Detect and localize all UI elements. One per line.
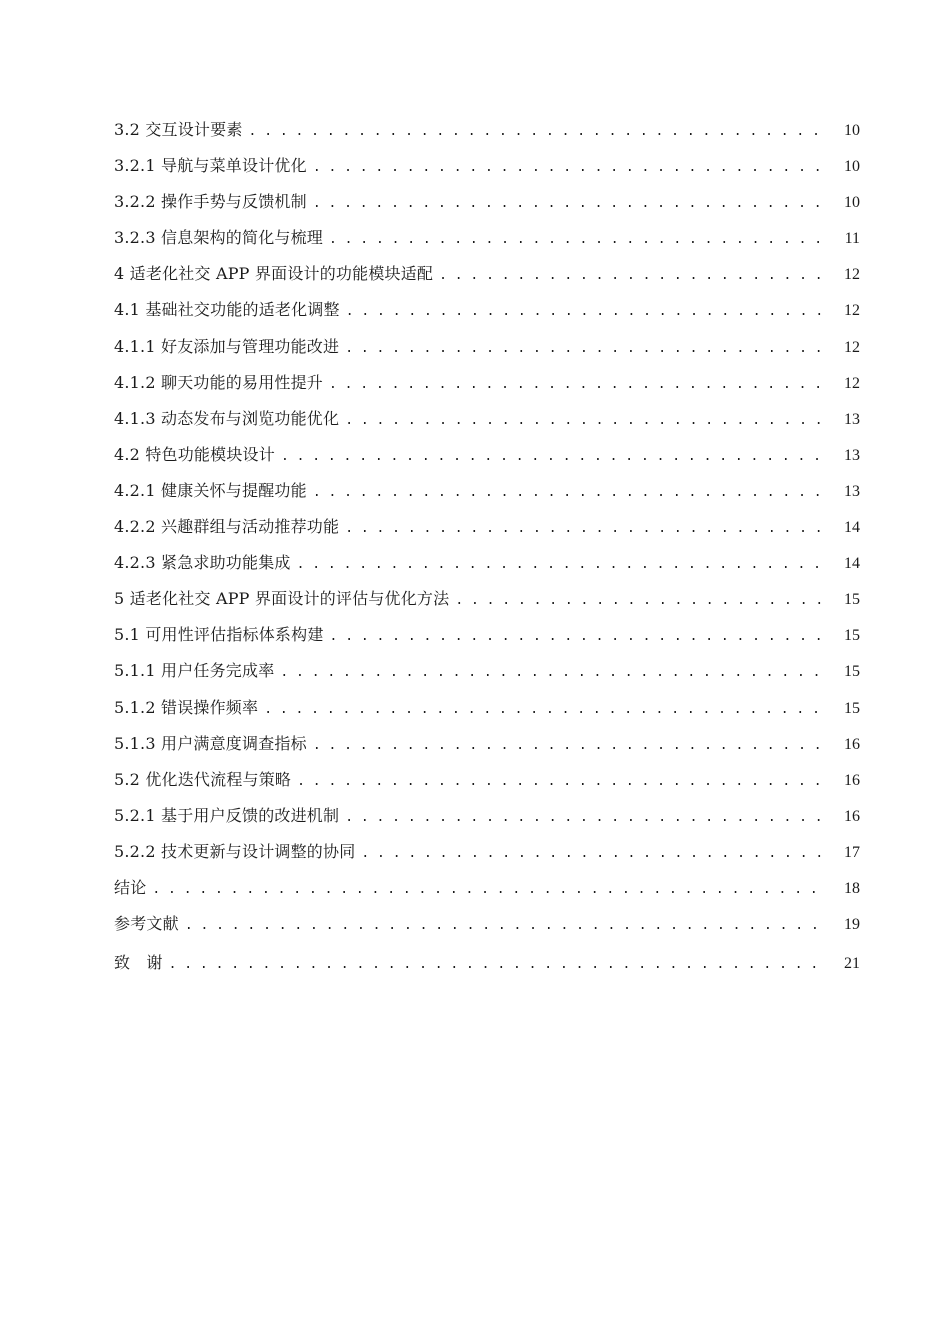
toc-entry[interactable] xyxy=(114,906,860,942)
toc-page-number: 10 xyxy=(844,122,860,139)
toc-entry-title: 5.1 可用性评估指标体系构建 xyxy=(114,625,324,645)
toc-dot-leader xyxy=(346,294,826,330)
toc-entry-title: 4.2 特色功能模块设计 xyxy=(114,444,275,464)
toc-page-number: 11 xyxy=(844,230,860,248)
toc-entry[interactable] xyxy=(114,581,860,617)
toc-entry[interactable] xyxy=(114,148,860,184)
toc-dot-leader xyxy=(297,764,826,800)
toc-dot-leader xyxy=(313,475,826,511)
toc-dot-leader xyxy=(185,908,826,944)
toc-entry[interactable] xyxy=(114,617,860,653)
toc-page-number: 14 xyxy=(844,555,860,573)
toc-entry[interactable] xyxy=(114,329,860,365)
toc-dot-leader xyxy=(329,367,826,403)
toc-page-number: 12 xyxy=(844,374,860,392)
table-of-contents xyxy=(114,112,860,984)
toc-page-number: 13 xyxy=(844,482,860,500)
toc-entry-title: 4 适老化社交 APP 界面设计的功能模块适配 xyxy=(114,264,434,284)
toc-page-number: 12 xyxy=(844,302,860,320)
toc-entry-title: 5.1.2 错误操作频率 xyxy=(114,697,259,717)
toc-dot-leader xyxy=(297,547,826,583)
toc-page-number: 13 xyxy=(844,446,860,464)
toc-page-number: 12 xyxy=(844,338,860,356)
toc-entry[interactable] xyxy=(114,653,860,689)
toc-page-number: 10 xyxy=(844,194,860,212)
toc-page-number: 15 xyxy=(844,699,860,717)
toc-dot-leader xyxy=(330,619,826,655)
toc-entry[interactable] xyxy=(114,834,860,870)
toc-entry-title: 5.2.2 技术更新与设计调整的协同 xyxy=(114,841,356,861)
toc-dot-leader xyxy=(439,258,826,294)
toc-entry-title: 5.2 优化迭代流程与策略 xyxy=(114,769,292,789)
toc-entry[interactable] xyxy=(114,112,860,148)
toc-entry-title: 参考文献 xyxy=(114,914,179,934)
toc-dot-leader xyxy=(345,511,826,547)
toc-dot-leader xyxy=(281,439,826,475)
toc-entry[interactable] xyxy=(114,690,860,726)
toc-entry-title: 致 谢 xyxy=(114,953,163,973)
toc-entry-title: 4.1.2 聊天功能的易用性提升 xyxy=(114,372,323,392)
toc-page-number: 16 xyxy=(844,807,860,825)
toc-entry-title: 4.2.3 紧急求助功能集成 xyxy=(114,553,291,573)
toc-entry[interactable] xyxy=(114,762,860,798)
toc-entry[interactable] xyxy=(114,798,860,834)
toc-entry[interactable] xyxy=(114,292,860,328)
toc-dot-leader xyxy=(313,728,826,764)
toc-dot-leader xyxy=(313,186,826,222)
toc-entry-title: 5.2.1 基于用户反馈的改进机制 xyxy=(114,805,340,825)
toc-page-number: 15 xyxy=(844,627,860,645)
toc-dot-leader xyxy=(280,655,826,691)
toc-entry[interactable] xyxy=(114,870,860,906)
toc-entry[interactable] xyxy=(114,184,860,220)
toc-page-number: 21 xyxy=(844,955,860,973)
toc-entry-title: 5 适老化社交 APP 界面设计的评估与优化方法 xyxy=(114,589,450,609)
toc-dot-leader xyxy=(345,403,826,439)
toc-entry[interactable] xyxy=(114,437,860,473)
toc-entry[interactable] xyxy=(114,365,860,401)
toc-dot-leader xyxy=(249,114,826,150)
toc-dot-leader xyxy=(329,222,826,258)
toc-entry-title: 5.1.3 用户满意度调查指标 xyxy=(114,733,307,753)
toc-dot-leader xyxy=(264,692,826,728)
toc-entry[interactable] xyxy=(114,726,860,762)
toc-dot-leader xyxy=(313,150,826,186)
toc-page-number: 14 xyxy=(844,519,860,537)
toc-page-number: 12 xyxy=(844,266,860,284)
toc-dot-leader xyxy=(152,872,826,908)
toc-entry[interactable] xyxy=(114,942,860,984)
toc-entry-title: 3.2.1 导航与菜单设计优化 xyxy=(114,156,307,176)
toc-entry-title: 4.2.1 健康关怀与提醒功能 xyxy=(114,480,307,500)
toc-dot-leader xyxy=(345,331,826,367)
toc-entry-title: 3.2.2 操作手势与反馈机制 xyxy=(114,192,307,212)
toc-page-number: 19 xyxy=(844,916,860,934)
toc-dot-leader xyxy=(345,800,826,836)
toc-entry-title: 4.1 基础社交功能的适老化调整 xyxy=(114,300,340,320)
toc-page-number: 10 xyxy=(844,158,860,176)
toc-page-number: 15 xyxy=(844,663,860,681)
toc-dot-leader xyxy=(361,836,826,872)
toc-entry[interactable] xyxy=(114,401,860,437)
toc-entry-title: 3.2 交互设计要素 xyxy=(114,120,243,139)
toc-dot-leader xyxy=(169,944,826,986)
toc-entry[interactable] xyxy=(114,473,860,509)
toc-dot-leader xyxy=(455,583,826,619)
toc-entry[interactable] xyxy=(114,256,860,292)
toc-page-number: 15 xyxy=(844,591,860,609)
toc-page-number: 17 xyxy=(844,843,860,861)
toc-entry-title: 3.2.3 信息架构的简化与梳理 xyxy=(114,228,323,248)
toc-entry-title: 结论 xyxy=(114,877,147,897)
toc-entry[interactable] xyxy=(114,220,860,256)
toc-page-number: 16 xyxy=(844,771,860,789)
toc-entry-title: 5.1.1 用户任务完成率 xyxy=(114,661,275,681)
toc-entry[interactable] xyxy=(114,509,860,545)
toc-entry[interactable] xyxy=(114,545,860,581)
toc-entry-title: 4.1.3 动态发布与浏览功能优化 xyxy=(114,408,340,428)
toc-entry-title: 4.1.1 好友添加与管理功能改进 xyxy=(114,336,340,356)
toc-page-number: 13 xyxy=(844,410,860,428)
toc-entry-title: 4.2.2 兴趣群组与活动推荐功能 xyxy=(114,517,340,537)
toc-page-number: 18 xyxy=(844,879,860,897)
toc-page-number: 16 xyxy=(844,735,860,753)
